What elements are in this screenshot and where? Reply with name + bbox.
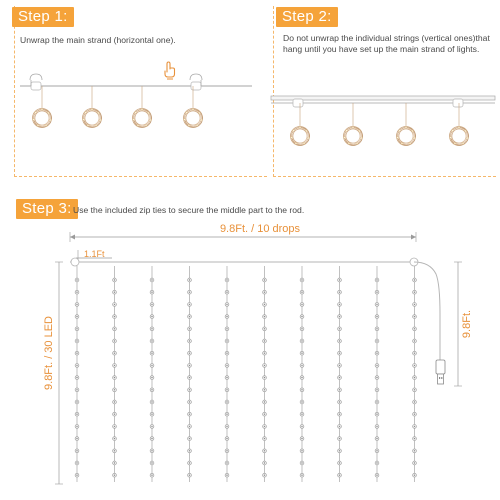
led-bulb: [113, 388, 117, 392]
step2-badge: Step 2:: [276, 7, 338, 27]
led-bulb: [300, 412, 304, 416]
led-bulb: [150, 303, 154, 307]
led-bulb: [113, 315, 117, 319]
led-bulb: [75, 376, 79, 380]
led-bulb: [113, 327, 117, 331]
led-bulb: [75, 278, 79, 282]
led-bulb: [413, 425, 417, 429]
led-bulb: [263, 425, 267, 429]
led-bulb: [300, 461, 304, 465]
light-strand: [150, 266, 154, 482]
led-bulb: [75, 315, 79, 319]
led-bulb: [225, 425, 229, 429]
led-bulb: [300, 339, 304, 343]
led-bulb: [113, 425, 117, 429]
led-bulb: [113, 303, 117, 307]
led-bulb: [338, 388, 342, 392]
led-bulb: [263, 303, 267, 307]
led-bulb: [300, 278, 304, 282]
led-bulb: [338, 290, 342, 294]
led-bulb: [413, 388, 417, 392]
led-bulb: [150, 278, 154, 282]
led-bulb: [300, 449, 304, 453]
step3-badge: Step 3:: [16, 199, 78, 219]
step3-text: Use the included zip ties to secure the middle part to the rod.: [73, 205, 305, 215]
led-bulb: [413, 461, 417, 465]
light-strand: [375, 266, 379, 482]
led-bulb: [150, 376, 154, 380]
led-bulb: [300, 327, 304, 331]
led-bulb: [375, 412, 379, 416]
led-bulb: [225, 290, 229, 294]
led-bulb: [150, 351, 154, 355]
light-strand: [300, 266, 304, 482]
led-bulb: [225, 351, 229, 355]
led-bulb: [75, 351, 79, 355]
led-bulb: [188, 315, 192, 319]
led-bulb: [300, 437, 304, 441]
led-bulb: [225, 339, 229, 343]
led-bulb: [188, 278, 192, 282]
led-bulb: [188, 290, 192, 294]
led-bulb: [150, 412, 154, 416]
led-bulb: [113, 473, 117, 477]
main-strand: [70, 258, 440, 360]
led-bulb: [150, 290, 154, 294]
led-bulb: [338, 339, 342, 343]
height-dimension: [55, 262, 63, 484]
led-bulb: [338, 315, 342, 319]
led-bulb: [263, 351, 267, 355]
light-strands: [75, 266, 416, 482]
led-bulb: [413, 437, 417, 441]
led-bulb: [263, 437, 267, 441]
led-bulb: [150, 327, 154, 331]
step1-strand: [20, 74, 252, 90]
led-bulb: [263, 376, 267, 380]
led-bulb: [263, 461, 267, 465]
led-bulb: [300, 364, 304, 368]
led-bulb: [300, 425, 304, 429]
led-bulb: [188, 303, 192, 307]
led-bulb: [75, 327, 79, 331]
led-bulb: [413, 303, 417, 307]
led-bulb: [300, 388, 304, 392]
led-bulb: [375, 449, 379, 453]
led-bulb: [338, 351, 342, 355]
led-bulb: [338, 364, 342, 368]
step2-coils: [291, 103, 469, 146]
led-bulb: [413, 376, 417, 380]
width-label: 9.8Ft. / 10 drops: [219, 223, 301, 235]
step2-text: Do not unwrap the individual strings (vertical ones)that hang until you have set up the main strand of lights.: [283, 33, 490, 54]
led-bulb: [338, 400, 342, 404]
light-strand: [338, 266, 342, 482]
led-bulb: [150, 473, 154, 477]
light-strand: [75, 266, 79, 482]
lead-label: 9.8Ft.: [461, 309, 473, 339]
led-bulb: [263, 290, 267, 294]
led-bulb: [225, 364, 229, 368]
led-bulb: [188, 412, 192, 416]
led-bulb: [413, 473, 417, 477]
led-bulb: [75, 412, 79, 416]
led-bulb: [263, 364, 267, 368]
led-bulb: [300, 473, 304, 477]
led-bulb: [113, 437, 117, 441]
led-bulb: [188, 461, 192, 465]
step2-rod: [271, 96, 495, 107]
led-bulb: [113, 400, 117, 404]
led-bulb: [375, 425, 379, 429]
led-bulb: [113, 278, 117, 282]
led-bulb: [300, 303, 304, 307]
led-bulb: [413, 290, 417, 294]
led-bulb: [225, 388, 229, 392]
led-bulb: [225, 437, 229, 441]
led-bulb: [75, 437, 79, 441]
led-bulb: [375, 278, 379, 282]
led-bulb: [338, 437, 342, 441]
led-bulb: [150, 315, 154, 319]
led-bulb: [75, 461, 79, 465]
led-bulb: [150, 449, 154, 453]
led-bulb: [75, 400, 79, 404]
led-bulb: [188, 473, 192, 477]
light-strand: [113, 266, 117, 482]
led-bulb: [225, 303, 229, 307]
led-bulb: [338, 303, 342, 307]
led-bulb: [375, 327, 379, 331]
led-bulb: [300, 376, 304, 380]
led-bulb: [338, 461, 342, 465]
led-bulb: [300, 400, 304, 404]
led-bulb: [113, 449, 117, 453]
led-bulb: [300, 315, 304, 319]
led-bulb: [75, 339, 79, 343]
led-bulb: [75, 290, 79, 294]
led-bulb: [413, 412, 417, 416]
led-bulb: [188, 351, 192, 355]
led-bulb: [150, 461, 154, 465]
led-bulb: [413, 315, 417, 319]
led-bulb: [300, 290, 304, 294]
height-label: 9.8Ft. / 30 LED: [43, 316, 55, 390]
led-bulb: [263, 339, 267, 343]
led-bulb: [263, 315, 267, 319]
led-bulb: [413, 400, 417, 404]
step1-badge: Step 1:: [12, 7, 74, 27]
led-bulb: [188, 437, 192, 441]
led-bulb: [375, 351, 379, 355]
led-bulb: [375, 339, 379, 343]
led-bulb: [375, 461, 379, 465]
led-bulb: [113, 351, 117, 355]
led-bulb: [413, 339, 417, 343]
led-bulb: [113, 461, 117, 465]
led-bulb: [75, 473, 79, 477]
led-bulb: [375, 376, 379, 380]
led-bulb: [113, 339, 117, 343]
led-bulb: [75, 303, 79, 307]
led-bulb: [413, 327, 417, 331]
led-bulb: [263, 327, 267, 331]
spacing-label: 1.1Ft: [84, 249, 105, 259]
led-bulb: [188, 425, 192, 429]
step1-text: Unwrap the main strand (horizontal one).: [20, 35, 176, 45]
led-bulb: [113, 412, 117, 416]
light-strand: [225, 266, 229, 482]
led-bulb: [338, 473, 342, 477]
led-bulb: [225, 449, 229, 453]
led-bulb: [188, 339, 192, 343]
led-bulb: [75, 425, 79, 429]
led-bulb: [188, 327, 192, 331]
led-bulb: [263, 412, 267, 416]
led-bulb: [225, 327, 229, 331]
led-bulb: [150, 400, 154, 404]
led-bulb: [338, 425, 342, 429]
led-bulb: [150, 425, 154, 429]
light-strand: [188, 266, 192, 482]
led-bulb: [188, 449, 192, 453]
led-bulb: [338, 376, 342, 380]
led-bulb: [338, 449, 342, 453]
light-strand: [263, 266, 267, 482]
led-bulb: [338, 327, 342, 331]
led-bulb: [413, 351, 417, 355]
led-bulb: [375, 315, 379, 319]
led-bulb: [188, 400, 192, 404]
led-bulb: [225, 473, 229, 477]
led-bulb: [113, 376, 117, 380]
led-bulb: [375, 400, 379, 404]
led-bulb: [225, 278, 229, 282]
led-bulb: [375, 303, 379, 307]
light-strand: [413, 266, 417, 482]
led-bulb: [150, 437, 154, 441]
step1-coils: [33, 86, 203, 128]
led-bulb: [263, 278, 267, 282]
led-bulb: [150, 388, 154, 392]
led-bulb: [188, 388, 192, 392]
led-bulb: [375, 290, 379, 294]
led-bulb: [225, 315, 229, 319]
led-bulb: [225, 376, 229, 380]
led-bulb: [113, 290, 117, 294]
led-bulb: [413, 364, 417, 368]
led-bulb: [413, 278, 417, 282]
led-bulb: [263, 388, 267, 392]
led-bulb: [375, 388, 379, 392]
led-bulb: [263, 449, 267, 453]
led-bulb: [338, 412, 342, 416]
led-bulb: [375, 437, 379, 441]
led-bulb: [188, 364, 192, 368]
led-bulb: [263, 400, 267, 404]
led-bulb: [300, 351, 304, 355]
led-bulb: [263, 473, 267, 477]
led-bulb: [375, 364, 379, 368]
led-bulb: [413, 449, 417, 453]
led-bulb: [225, 412, 229, 416]
usb-plug-icon: [436, 360, 445, 384]
led-bulb: [225, 461, 229, 465]
led-bulb: [150, 364, 154, 368]
led-bulb: [113, 364, 117, 368]
led-bulb: [188, 376, 192, 380]
led-bulb: [75, 388, 79, 392]
led-bulb: [375, 473, 379, 477]
led-bulb: [225, 400, 229, 404]
led-bulb: [75, 449, 79, 453]
led-bulb: [338, 278, 342, 282]
led-bulb: [150, 339, 154, 343]
pointing-hand-icon: [165, 62, 175, 79]
led-bulb: [75, 364, 79, 368]
